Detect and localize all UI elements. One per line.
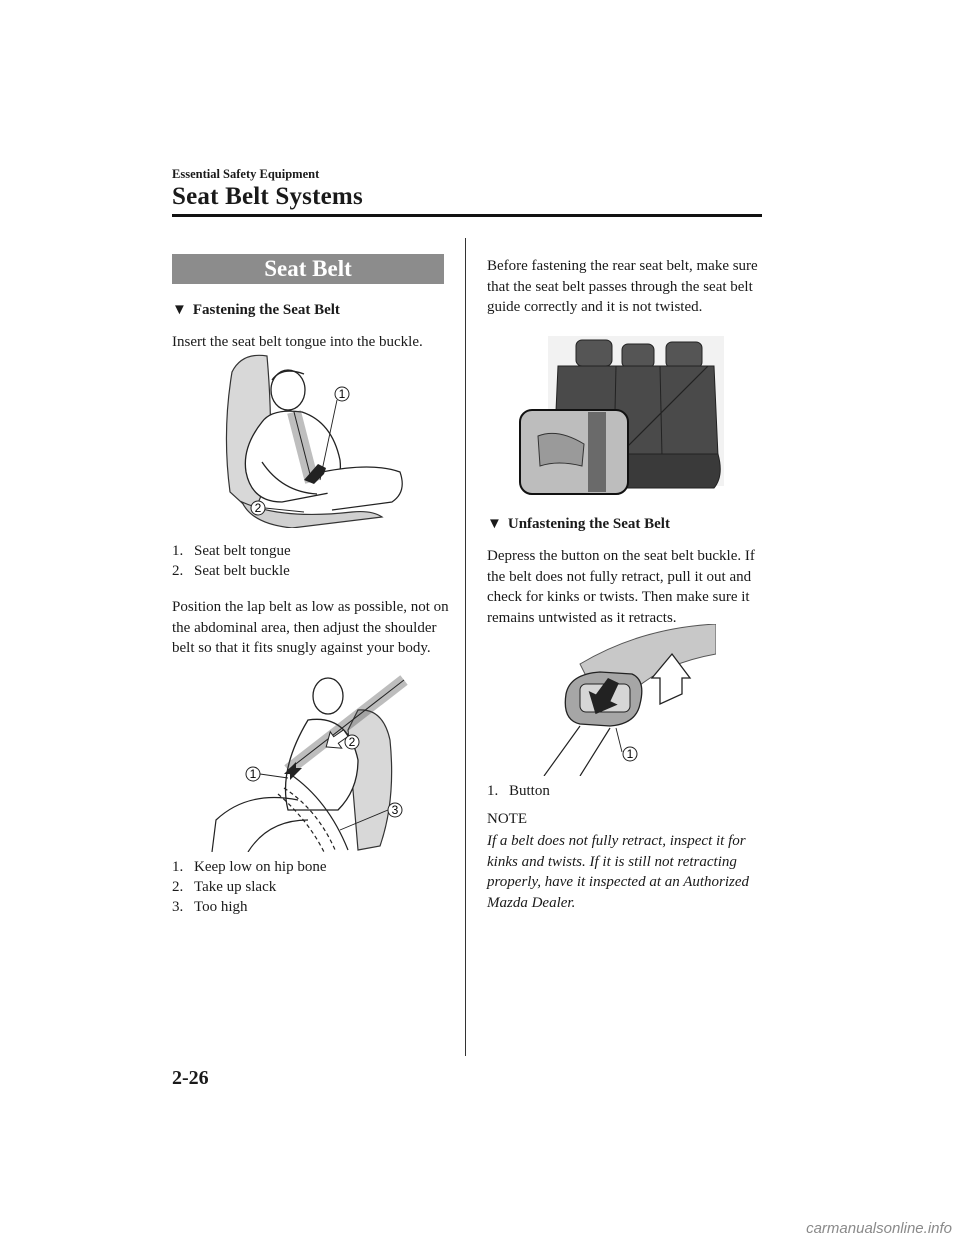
callout-1: 1 bbox=[338, 387, 346, 401]
list-item: 3. Too high bbox=[172, 899, 248, 915]
note-text: If a belt does not fully retract, inspect it for kinks and twists. If it is still not retracting properly, have it inspected at an Authorized Mazda Dealer. bbox=[487, 833, 750, 911]
fastening-intro: Insert the seat belt tongue into the buckle. bbox=[172, 334, 423, 350]
list-item: 1. Seat belt tongue bbox=[172, 543, 291, 559]
callout-2: 2 bbox=[254, 501, 262, 515]
fastening-illustration bbox=[222, 352, 412, 528]
callout-2: 2 bbox=[348, 735, 356, 749]
unfastening-heading-text: Unfastening the Seat Belt bbox=[507, 516, 670, 532]
callout-1: 1 bbox=[249, 767, 257, 781]
list-item: 2. Seat belt buckle bbox=[172, 563, 290, 579]
callout-3: 3 bbox=[391, 803, 399, 817]
buckle-illustration bbox=[540, 624, 716, 776]
unfastening-heading bbox=[487, 516, 670, 533]
note-label: NOTE bbox=[487, 811, 527, 827]
position-text: Position the lap belt as low as possible, not on the abdominal area, then adjust the shoulder belt so that it fits snugly against your body. bbox=[172, 599, 449, 656]
title-rule bbox=[172, 214, 762, 217]
fig3-callout-list bbox=[487, 781, 550, 801]
list-item: 2. Take up slack bbox=[172, 879, 277, 895]
fig1-callout-list bbox=[172, 541, 291, 581]
fig2-callout-list bbox=[172, 857, 326, 917]
triangle-marker-icon: ▼ bbox=[487, 516, 502, 532]
callout-1: 1 bbox=[626, 747, 634, 761]
list-item: 1. Button bbox=[487, 783, 550, 799]
list-item: 1. Keep low on hip bone bbox=[172, 859, 327, 875]
watermark: carmanualsonline.info bbox=[806, 1220, 952, 1237]
page-number: 2-26 bbox=[172, 1067, 209, 1089]
rear-seat-illustration bbox=[518, 336, 726, 496]
section-label: Essential Safety Equipment bbox=[172, 167, 320, 181]
triangle-marker-icon: ▼ bbox=[172, 302, 187, 318]
unfastening-text: Depress the button on the seat belt buckle. If the belt does not fully retract, pull it out and check for kinks or twists. Then make sure it remains untwisted as it retracts. bbox=[487, 548, 755, 626]
page-title: Seat Belt Systems bbox=[172, 183, 363, 210]
rear-belt-text: Before fastening the rear seat belt, make sure that the seat belt passes through the seat belt guide correctly and it is not twisted. bbox=[487, 258, 758, 315]
section-banner: Seat Belt bbox=[172, 254, 444, 284]
column-divider bbox=[465, 238, 466, 1056]
fastening-heading-text: Fastening the Seat Belt bbox=[192, 302, 340, 318]
lap-belt-illustration bbox=[208, 670, 414, 852]
fastening-heading bbox=[172, 302, 340, 319]
